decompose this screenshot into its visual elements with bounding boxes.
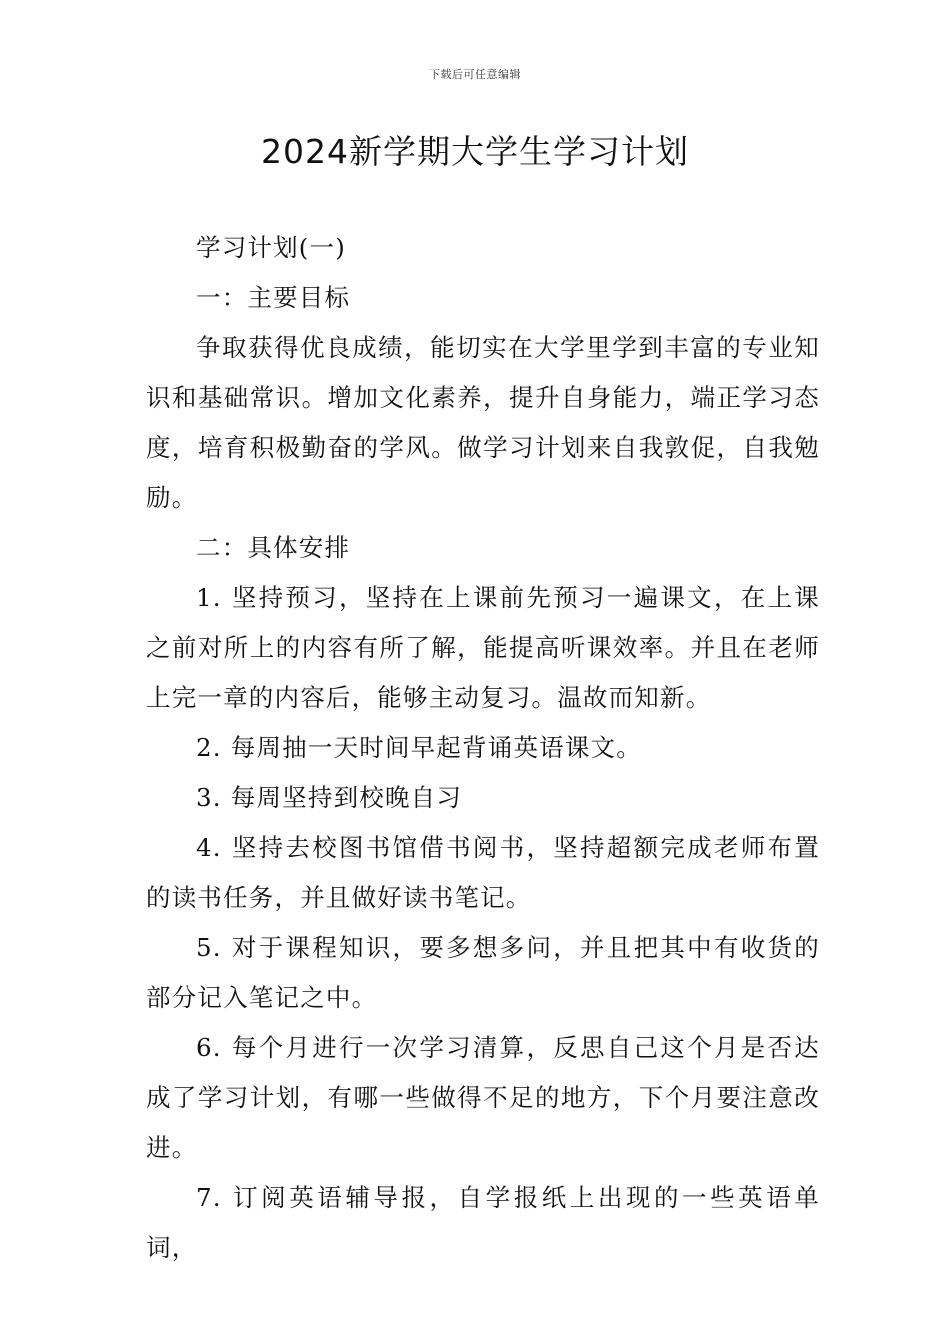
list-item-4: 4. 坚持去校图书馆借书阅书，坚持超额完成老师布置的读书任务，并且做好读书笔记。 [146,833,820,912]
list-item-6: 6. 每个月进行一次学习清算，反思自己这个月是否达成了学习计划，有哪一些做得不足的地方，下个月要注意改进。 [146,1033,820,1162]
list-item-3: 3. 每周坚持到校晚自习 [196,783,463,812]
document-title: 2024新学期大学生学习计划 [261,132,689,171]
list-item-2: 2. 每周抽一天时间早起背诵英语课文。 [196,733,642,762]
section-subtitle: 学习计划(一) [196,233,347,262]
section-heading-goals: 一：主要目标 [196,283,351,312]
list-item-7: 7. 订阅英语辅导报，自学报纸上出现的一些英语单词， [146,1183,820,1262]
list-item-5: 5. 对于课程知识，要多想多问，并且把其中有收货的部分记入笔记之中。 [146,933,820,1012]
document-body [146,223,820,1273]
section-heading-arrangement: 二：具体安排 [196,533,351,562]
header-note: 下载后可任意编辑 [429,68,521,81]
paragraph-goals: 争取获得优良成绩，能切实在大学里学到丰富的专业知识和基础常识。增加文化素养，提升自身能力，端正学习态度，培育积极勤奋的学风。做学习计划来自我敦促，自我勉励。 [146,333,820,512]
list-item-1: 1. 坚持预习，坚持在上课前先预习一遍课文，在上课之前对所上的内容有所了解，能提高听课效率。并且在老师上完一章的内容后，能够主动复习。温故而知新。 [146,583,820,712]
